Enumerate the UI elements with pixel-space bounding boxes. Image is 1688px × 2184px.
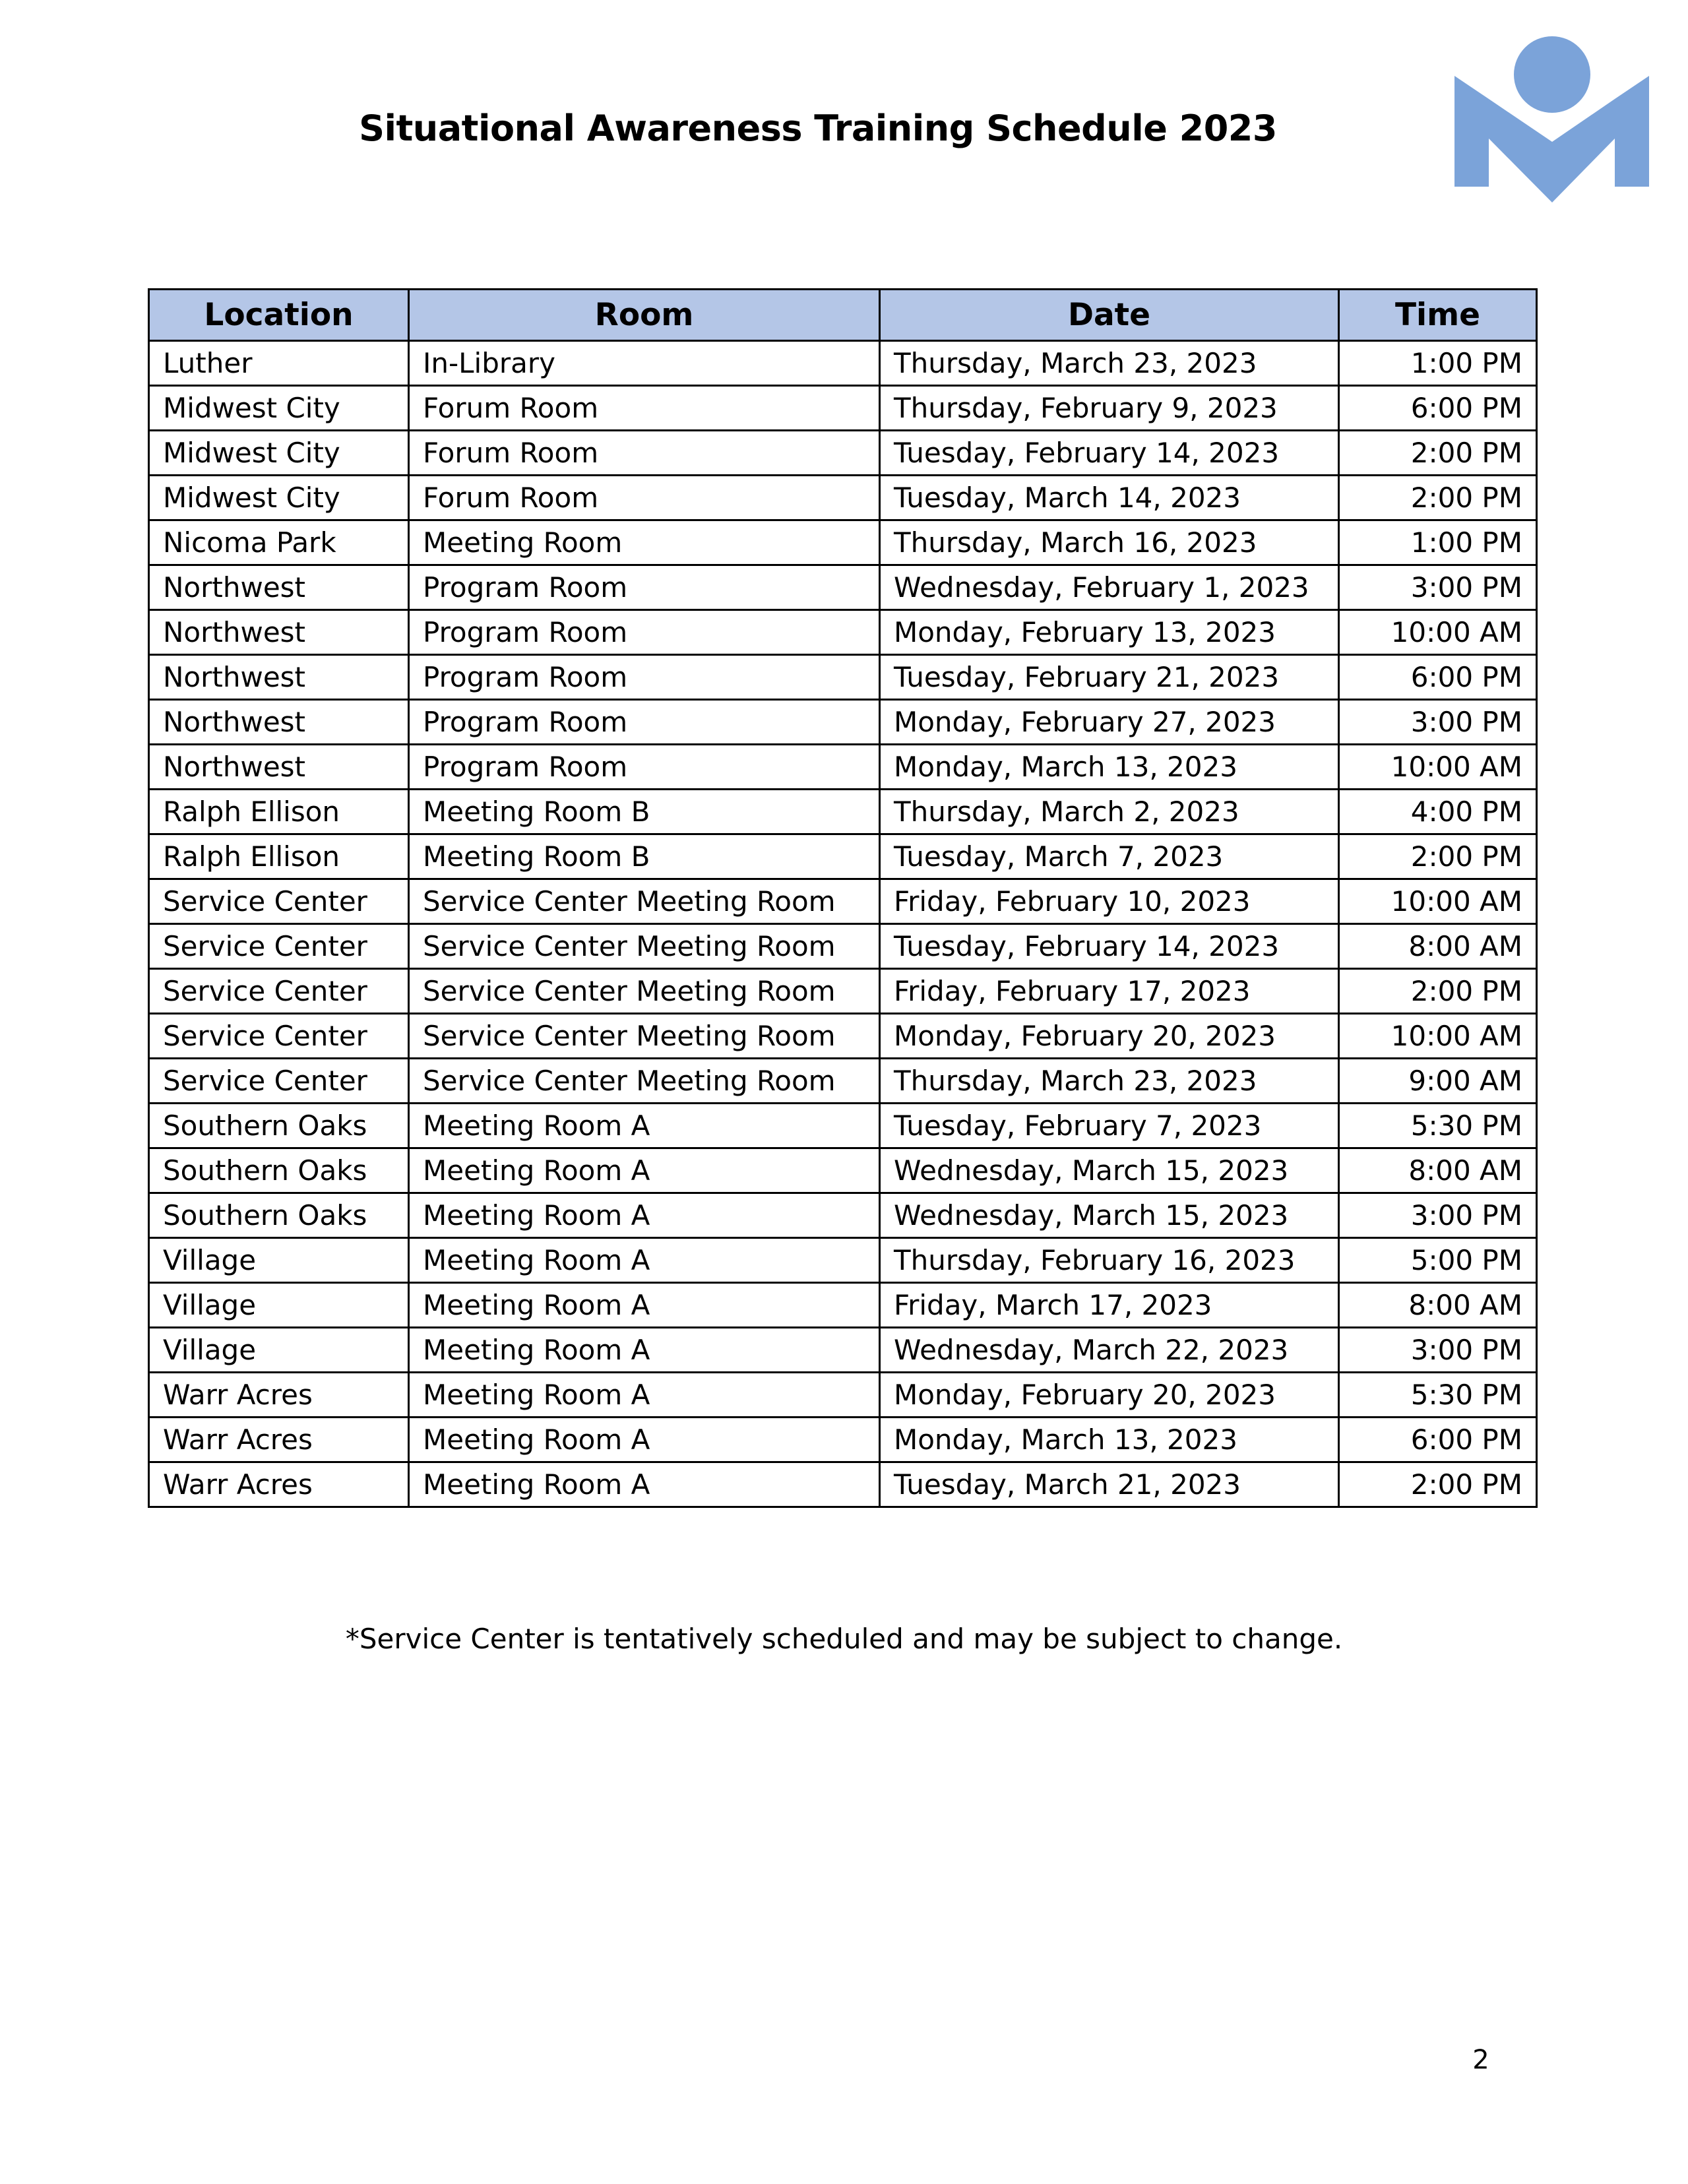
page-number: 2	[1472, 2045, 1489, 2075]
cell-time: 6:00 PM	[1339, 655, 1537, 700]
cell-location: Northwest	[149, 565, 409, 610]
cell-date: Wednesday, March 15, 2023	[880, 1193, 1339, 1238]
cell-location: Village	[149, 1328, 409, 1373]
table-row	[149, 610, 1537, 655]
table-row	[149, 386, 1537, 431]
cell-room: Program Room	[409, 610, 880, 655]
cell-date: Tuesday, February 7, 2023	[880, 1104, 1339, 1148]
table-row	[149, 879, 1537, 924]
table-row	[149, 700, 1537, 745]
cell-time: 4:00 PM	[1339, 790, 1537, 834]
cell-time: 10:00 AM	[1339, 1014, 1537, 1059]
table-row	[149, 1418, 1537, 1462]
table-body	[149, 341, 1537, 1507]
cell-date: Tuesday, March 21, 2023	[880, 1462, 1339, 1507]
cell-date: Friday, March 17, 2023	[880, 1283, 1339, 1328]
table-row	[149, 1462, 1537, 1507]
cell-time: 1:00 PM	[1339, 341, 1537, 386]
logo-circle	[1514, 36, 1590, 113]
table-row	[149, 476, 1537, 520]
cell-time: 8:00 AM	[1339, 924, 1537, 969]
cell-location: Southern Oaks	[149, 1104, 409, 1148]
cell-time: 5:30 PM	[1339, 1373, 1537, 1418]
cell-room: Meeting Room B	[409, 790, 880, 834]
cell-room: Program Room	[409, 745, 880, 790]
cell-date: Wednesday, March 15, 2023	[880, 1148, 1339, 1193]
cell-date: Friday, February 10, 2023	[880, 879, 1339, 924]
cell-date: Tuesday, February 21, 2023	[880, 655, 1339, 700]
cell-time: 10:00 AM	[1339, 879, 1537, 924]
cell-date: Friday, February 17, 2023	[880, 969, 1339, 1014]
table-row	[149, 924, 1537, 969]
cell-time: 5:00 PM	[1339, 1238, 1537, 1283]
cell-time: 2:00 PM	[1339, 1462, 1537, 1507]
cell-date: Wednesday, March 22, 2023	[880, 1328, 1339, 1373]
table-row	[149, 1283, 1537, 1328]
cell-time: 8:00 AM	[1339, 1283, 1537, 1328]
table-row	[149, 745, 1537, 790]
cell-location: Northwest	[149, 610, 409, 655]
cell-room: Program Room	[409, 565, 880, 610]
header-date: Date	[880, 290, 1339, 341]
table-row	[149, 655, 1537, 700]
cell-location: Village	[149, 1238, 409, 1283]
cell-location: Midwest City	[149, 431, 409, 476]
cell-location: Midwest City	[149, 386, 409, 431]
cell-room: Meeting Room A	[409, 1373, 880, 1418]
cell-date: Thursday, March 2, 2023	[880, 790, 1339, 834]
table-row	[149, 1193, 1537, 1238]
cell-room: Meeting Room	[409, 520, 880, 565]
cell-room: Program Room	[409, 655, 880, 700]
header-room: Room	[409, 290, 880, 341]
table-row	[149, 1014, 1537, 1059]
cell-room: Forum Room	[409, 386, 880, 431]
cell-time: 10:00 AM	[1339, 610, 1537, 655]
table-row	[149, 1148, 1537, 1193]
cell-location: Southern Oaks	[149, 1148, 409, 1193]
cell-time: 10:00 AM	[1339, 745, 1537, 790]
cell-time: 2:00 PM	[1339, 834, 1537, 879]
cell-date: Thursday, February 9, 2023	[880, 386, 1339, 431]
cell-location: Village	[149, 1283, 409, 1328]
cell-time: 6:00 PM	[1339, 386, 1537, 431]
header-location: Location	[149, 290, 409, 341]
cell-room: Meeting Room A	[409, 1418, 880, 1462]
table-row	[149, 1104, 1537, 1148]
cell-time: 2:00 PM	[1339, 431, 1537, 476]
cell-room: Service Center Meeting Room	[409, 1014, 880, 1059]
cell-time: 8:00 AM	[1339, 1148, 1537, 1193]
cell-date: Tuesday, February 14, 2023	[880, 924, 1339, 969]
cell-date: Thursday, March 23, 2023	[880, 341, 1339, 386]
cell-date: Monday, February 27, 2023	[880, 700, 1339, 745]
cell-time: 5:30 PM	[1339, 1104, 1537, 1148]
table-row	[149, 520, 1537, 565]
cell-location: Northwest	[149, 700, 409, 745]
table-row	[149, 1059, 1537, 1104]
cell-date: Monday, March 13, 2023	[880, 1418, 1339, 1462]
cell-location: Ralph Ellison	[149, 790, 409, 834]
cell-time: 3:00 PM	[1339, 565, 1537, 610]
cell-date: Monday, February 13, 2023	[880, 610, 1339, 655]
cell-location: Service Center	[149, 969, 409, 1014]
cell-date: Thursday, February 16, 2023	[880, 1238, 1339, 1283]
cell-time: 9:00 AM	[1339, 1059, 1537, 1104]
table-row	[149, 565, 1537, 610]
cell-room: Meeting Room A	[409, 1283, 880, 1328]
cell-date: Thursday, March 23, 2023	[880, 1059, 1339, 1104]
table-header-row	[149, 290, 1537, 341]
table-row	[149, 1373, 1537, 1418]
table-row	[149, 341, 1537, 386]
cell-location: Warr Acres	[149, 1462, 409, 1507]
table-row	[149, 1328, 1537, 1373]
table-row	[149, 834, 1537, 879]
cell-location: Luther	[149, 341, 409, 386]
cell-room: Service Center Meeting Room	[409, 879, 880, 924]
cell-location: Northwest	[149, 745, 409, 790]
header-time: Time	[1339, 290, 1537, 341]
table-row	[149, 969, 1537, 1014]
cell-date: Tuesday, March 7, 2023	[880, 834, 1339, 879]
cell-date: Tuesday, February 14, 2023	[880, 431, 1339, 476]
cell-time: 6:00 PM	[1339, 1418, 1537, 1462]
cell-time: 1:00 PM	[1339, 520, 1537, 565]
cell-time: 2:00 PM	[1339, 969, 1537, 1014]
cell-room: Program Room	[409, 700, 880, 745]
cell-location: Warr Acres	[149, 1373, 409, 1418]
cell-location: Service Center	[149, 1014, 409, 1059]
cell-room: Meeting Room A	[409, 1148, 880, 1193]
cell-room: Meeting Room A	[409, 1193, 880, 1238]
cell-location: Nicoma Park	[149, 520, 409, 565]
library-logo	[1454, 36, 1649, 204]
cell-location: Service Center	[149, 1059, 409, 1104]
cell-room: Meeting Room A	[409, 1238, 880, 1283]
table-row	[149, 790, 1537, 834]
cell-date: Monday, February 20, 2023	[880, 1014, 1339, 1059]
cell-room: Meeting Room A	[409, 1462, 880, 1507]
cell-room: Meeting Room A	[409, 1328, 880, 1373]
cell-date: Wednesday, February 1, 2023	[880, 565, 1339, 610]
cell-location: Ralph Ellison	[149, 834, 409, 879]
cell-date: Thursday, March 16, 2023	[880, 520, 1339, 565]
cell-room: Service Center Meeting Room	[409, 1059, 880, 1104]
cell-room: Forum Room	[409, 476, 880, 520]
cell-location: Northwest	[149, 655, 409, 700]
cell-time: 3:00 PM	[1339, 1193, 1537, 1238]
cell-date: Tuesday, March 14, 2023	[880, 476, 1339, 520]
cell-room: Service Center Meeting Room	[409, 924, 880, 969]
cell-room: Service Center Meeting Room	[409, 969, 880, 1014]
cell-location: Midwest City	[149, 476, 409, 520]
cell-room: In-Library	[409, 341, 880, 386]
table-row	[149, 1238, 1537, 1283]
cell-time: 2:00 PM	[1339, 476, 1537, 520]
cell-location: Southern Oaks	[149, 1193, 409, 1238]
cell-location: Service Center	[149, 879, 409, 924]
cell-room: Meeting Room A	[409, 1104, 880, 1148]
cell-time: 3:00 PM	[1339, 1328, 1537, 1373]
cell-room: Meeting Room B	[409, 834, 880, 879]
footnote: *Service Center is tentatively scheduled and may be subject to change.	[345, 1623, 1343, 1655]
page-title: Situational Awareness Training Schedule 2023	[359, 108, 1277, 149]
table-row	[149, 431, 1537, 476]
cell-time: 3:00 PM	[1339, 700, 1537, 745]
schedule-table	[148, 288, 1538, 1508]
cell-location: Service Center	[149, 924, 409, 969]
cell-date: Monday, February 20, 2023	[880, 1373, 1339, 1418]
cell-date: Monday, March 13, 2023	[880, 745, 1339, 790]
cell-location: Warr Acres	[149, 1418, 409, 1462]
cell-room: Forum Room	[409, 431, 880, 476]
